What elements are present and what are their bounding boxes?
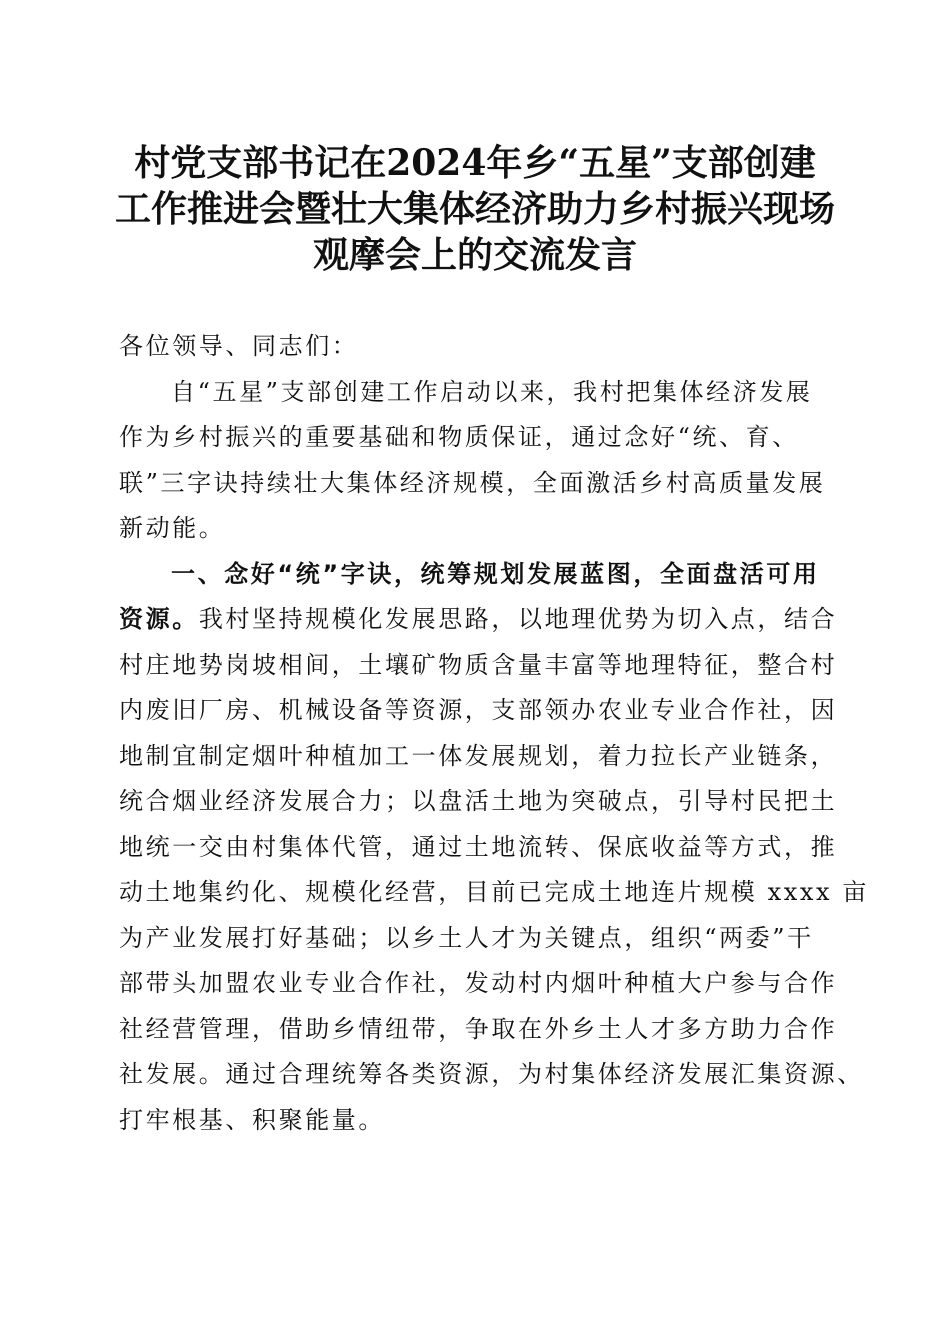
section-1-first-line bbox=[119, 597, 849, 643]
intro-line: 联”三字诀持续壮大集体经济规模，全面激活乡村高质量发展 bbox=[119, 468, 826, 497]
section-1-line: 地制宜制定烟叶种植加工一体发展规划，着力拉长产业链条， bbox=[119, 741, 838, 770]
section-1-line: 动土地集约化、规模化经营，目前已完成土地连片规模 xxxx 亩 bbox=[119, 878, 869, 906]
section-1-line: 社经营管理，借助乡情纽带，争取在外乡土人才多方助力合作 bbox=[119, 1014, 838, 1043]
salutation: 各位领导、同志们： bbox=[119, 332, 359, 360]
title-line-1: 村党支部书记在2024年乡“五星”支部创建 bbox=[134, 142, 816, 184]
title-line-3: 观摩会上的交流发言 bbox=[312, 234, 637, 276]
section-1-heading: 一、念好“统”字诀，统筹规划发展蓝图，全面盘活可用 bbox=[171, 559, 820, 588]
intro-line: 新动能。 bbox=[119, 514, 226, 542]
document-body bbox=[119, 324, 869, 1143]
section-1-line: 地统一交由村集体代管，通过土地流转、保底收益等方式，推 bbox=[119, 832, 838, 861]
section-1-line: 为产业发展打好基础；以乡土人才为关键点，组织“两委”干 bbox=[119, 923, 814, 952]
document-title bbox=[90, 140, 860, 278]
intro-line: 自“五星”支部创建工作启动以来，我村把集体经济发展 bbox=[171, 377, 813, 406]
section-1-line: 内废旧厂房、机械设备等资源，支部领办农业专业合作社，因 bbox=[119, 696, 838, 724]
section-1-line: 社发展。通过合理统筹各类资源，为村集体经济发展汇集资源、 bbox=[119, 1060, 864, 1088]
section-1-line: 部带头加盟农业专业合作社，发动村内烟叶种植大户参与合作 bbox=[119, 969, 838, 997]
section-1-line: 打牢根基、积聚能量。 bbox=[119, 1105, 385, 1134]
section-1-text: 我村坚持规模化发展思路，以地理优势为切入点，结合 bbox=[198, 605, 838, 633]
intro-line: 作为乡村振兴的重要基础和物质保证，通过念好“统、育、 bbox=[119, 423, 799, 451]
section-1-line: 统合烟业经济发展合力；以盘活土地为突破点，引导村民把土 bbox=[119, 787, 838, 815]
title-line-2: 工作推进会暨壮大集体经济助力乡村振兴现场 bbox=[114, 188, 835, 230]
section-1-line: 村庄地势岗坡相间，土壤矿物质含量丰富等地理特征，整合村 bbox=[119, 650, 838, 679]
section-1-heading-end: 资源。 bbox=[119, 605, 199, 633]
